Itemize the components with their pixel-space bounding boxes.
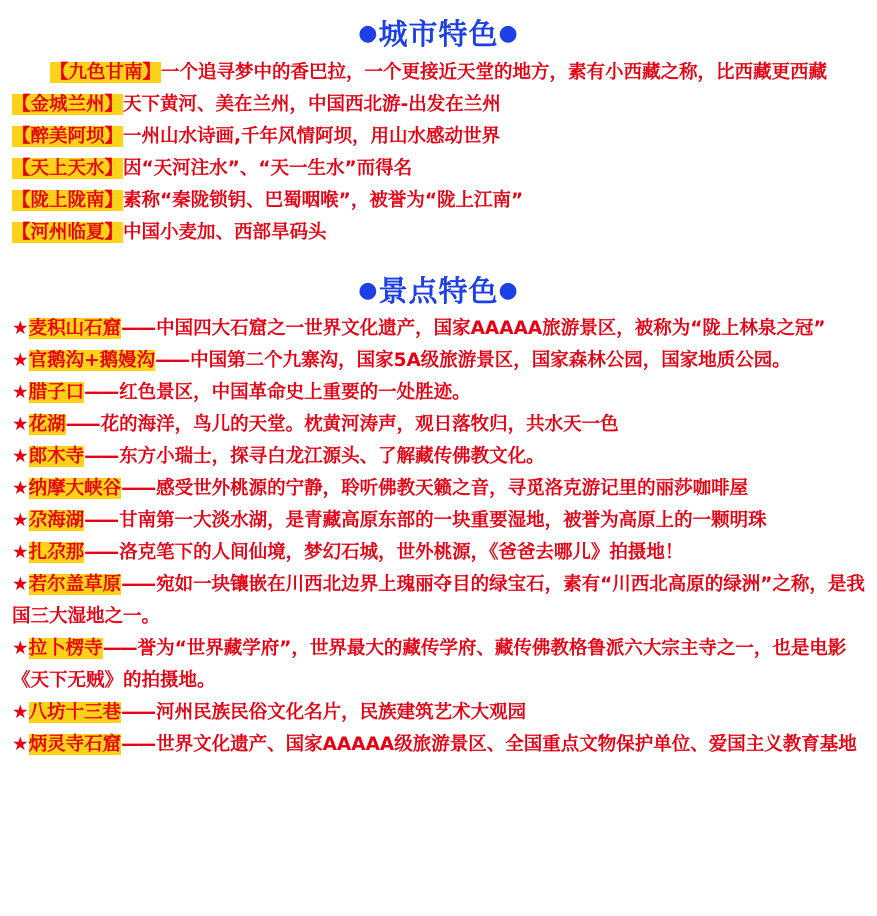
- star-icon: ★: [12, 702, 29, 723]
- dash-separator: ——: [121, 478, 155, 499]
- spot-item: [12, 729, 865, 761]
- star-icon: ★: [12, 350, 29, 371]
- spot-name: 若尔盖草原: [28, 574, 122, 595]
- spot-desc: 中国四大石窟之一世界文化遗产，国家AAAAA旅游景区，被称为“陇上林泉之冠”: [156, 318, 826, 339]
- bullet-dot-icon: ●: [498, 278, 519, 303]
- spot-desc: 宛如一块镶嵌在川西北边界上瑰丽夺目的绿宝石，素有“川西北高原的绿洲”之称，是我国三大湿地之一。: [12, 574, 865, 627]
- spot-list: [12, 313, 865, 761]
- dash-separator: ——: [121, 574, 155, 595]
- city-desc: 天下黄河、美在兰州，中国西北游-出发在兰州: [123, 94, 501, 115]
- star-icon: ★: [12, 510, 29, 531]
- spot-desc: 红色景区，中国革命史上重要的一处胜迹。: [119, 382, 471, 403]
- city-item: [12, 121, 865, 153]
- spot-desc: 河州民族民俗文化名片，民族建筑艺术大观园: [156, 702, 527, 723]
- city-section-title-text: 城市特色: [378, 17, 499, 51]
- spot-name: 八坊十三巷: [28, 702, 122, 723]
- spot-name: 尕海湖: [28, 510, 85, 531]
- bullet-dot-icon: ●: [498, 21, 519, 46]
- city-desc: 一州山水诗画,千年风情阿坝，用山水感动世界: [123, 126, 501, 147]
- dash-separator: ——: [121, 734, 155, 755]
- city-tag: 【河州临夏】: [12, 222, 124, 243]
- star-icon: ★: [12, 638, 29, 659]
- dash-separator: ——: [155, 350, 189, 371]
- spot-item: [12, 505, 865, 537]
- city-section-title: [12, 14, 865, 54]
- city-desc: 因“天河注水”、“天一生水”而得名: [123, 158, 413, 179]
- spots-section-title-text: 景点特色: [378, 274, 499, 308]
- spot-item: [12, 377, 865, 409]
- dash-separator: ——: [84, 446, 118, 467]
- city-desc: 中国小麦加、西部旱码头: [123, 222, 327, 243]
- star-icon: ★: [12, 382, 29, 403]
- star-icon: ★: [12, 446, 29, 467]
- spot-name: 郎木寺: [28, 446, 85, 467]
- spot-name: 腊子口: [28, 382, 85, 403]
- star-icon: ★: [12, 574, 29, 595]
- spot-item: [12, 569, 865, 633]
- spot-item: [12, 537, 865, 569]
- city-list: [12, 57, 865, 249]
- spot-item: [12, 313, 865, 345]
- city-item: [12, 217, 865, 249]
- city-item: [12, 185, 865, 217]
- spot-item: [12, 441, 865, 473]
- spot-item: [12, 473, 865, 505]
- bullet-dot-icon: ●: [358, 21, 379, 46]
- spot-name: 拉卜楞寺: [28, 638, 103, 659]
- star-icon: ★: [12, 734, 29, 755]
- city-tag: 【陇上陇南】: [12, 190, 124, 211]
- city-item: [12, 89, 865, 121]
- city-tag: 【醉美阿坝】: [12, 126, 124, 147]
- star-icon: ★: [12, 478, 29, 499]
- star-icon: ★: [12, 318, 29, 339]
- dash-separator: ——: [102, 638, 136, 659]
- spot-item: [12, 409, 865, 441]
- spot-desc: 甘南第一大淡水湖，是青藏高原东部的一块重要湿地，被誉为高原上的一颗明珠: [119, 510, 767, 531]
- city-tag: 【天上天水】: [12, 158, 124, 179]
- spot-name: 麦积山石窟: [28, 318, 122, 339]
- city-tag: 【九色甘南】: [49, 62, 161, 83]
- city-desc: 一个追寻梦中的香巴拉，一个更接近天堂的地方，素有小西藏之称，比西藏更西藏: [161, 62, 828, 83]
- spot-name: 纳摩大峡谷: [28, 478, 122, 499]
- bullet-dot-icon: ●: [358, 278, 379, 303]
- dash-separator: ——: [121, 318, 155, 339]
- spot-name: 花湖: [28, 414, 66, 435]
- dash-separator: ——: [84, 542, 118, 563]
- spot-desc: 世界文化遗产、国家AAAAA级旅游景区、全国重点文物保护单位、爱国主义教育基地: [156, 734, 857, 755]
- spot-name: 炳灵寺石窟: [28, 734, 122, 755]
- city-item: [12, 153, 865, 185]
- dash-separator: ——: [84, 510, 118, 531]
- city-item: [12, 57, 865, 89]
- spot-name: 扎尕那: [28, 542, 85, 563]
- spot-item: [12, 697, 865, 729]
- city-desc: 素称“秦陇锁钥、巴蜀咽喉”，被誉为“陇上江南”: [123, 190, 524, 211]
- spots-section-title: [12, 271, 865, 311]
- spot-desc: 誉为“世界藏学府”，世界最大的藏传学府、藏传佛教格鲁派六大宗主寺之一，也是电影《天下无贼》的拍摄地。: [12, 638, 847, 691]
- spot-desc: 花的海洋，鸟儿的天堂。枕黄河涛声，观日落牧归，共水天一色: [100, 414, 619, 435]
- dash-separator: ——: [65, 414, 99, 435]
- spot-desc: 洛克笔下的人间仙境，梦幻石城，世外桃源，《爸爸去哪儿》拍摄地！: [119, 542, 684, 563]
- spot-name: 官鹅沟+鹅嫚沟: [28, 350, 156, 371]
- city-tag: 【金城兰州】: [12, 94, 124, 115]
- spot-desc: 东方小瑞士，探寻白龙江源头、了解藏传佛教文化。: [119, 446, 545, 467]
- spot-item: [12, 345, 865, 377]
- dash-separator: ——: [84, 382, 118, 403]
- star-icon: ★: [12, 414, 29, 435]
- star-icon: ★: [12, 542, 29, 563]
- spot-desc: 中国第二个九寨沟，国家5A级旅游景区，国家森林公园，国家地质公园。: [190, 350, 791, 371]
- spot-desc: 感受世外桃源的宁静，聆听佛教天籁之音，寻觅洛克游记里的丽莎咖啡屋: [156, 478, 749, 499]
- dash-separator: ——: [121, 702, 155, 723]
- spot-item: [12, 633, 865, 697]
